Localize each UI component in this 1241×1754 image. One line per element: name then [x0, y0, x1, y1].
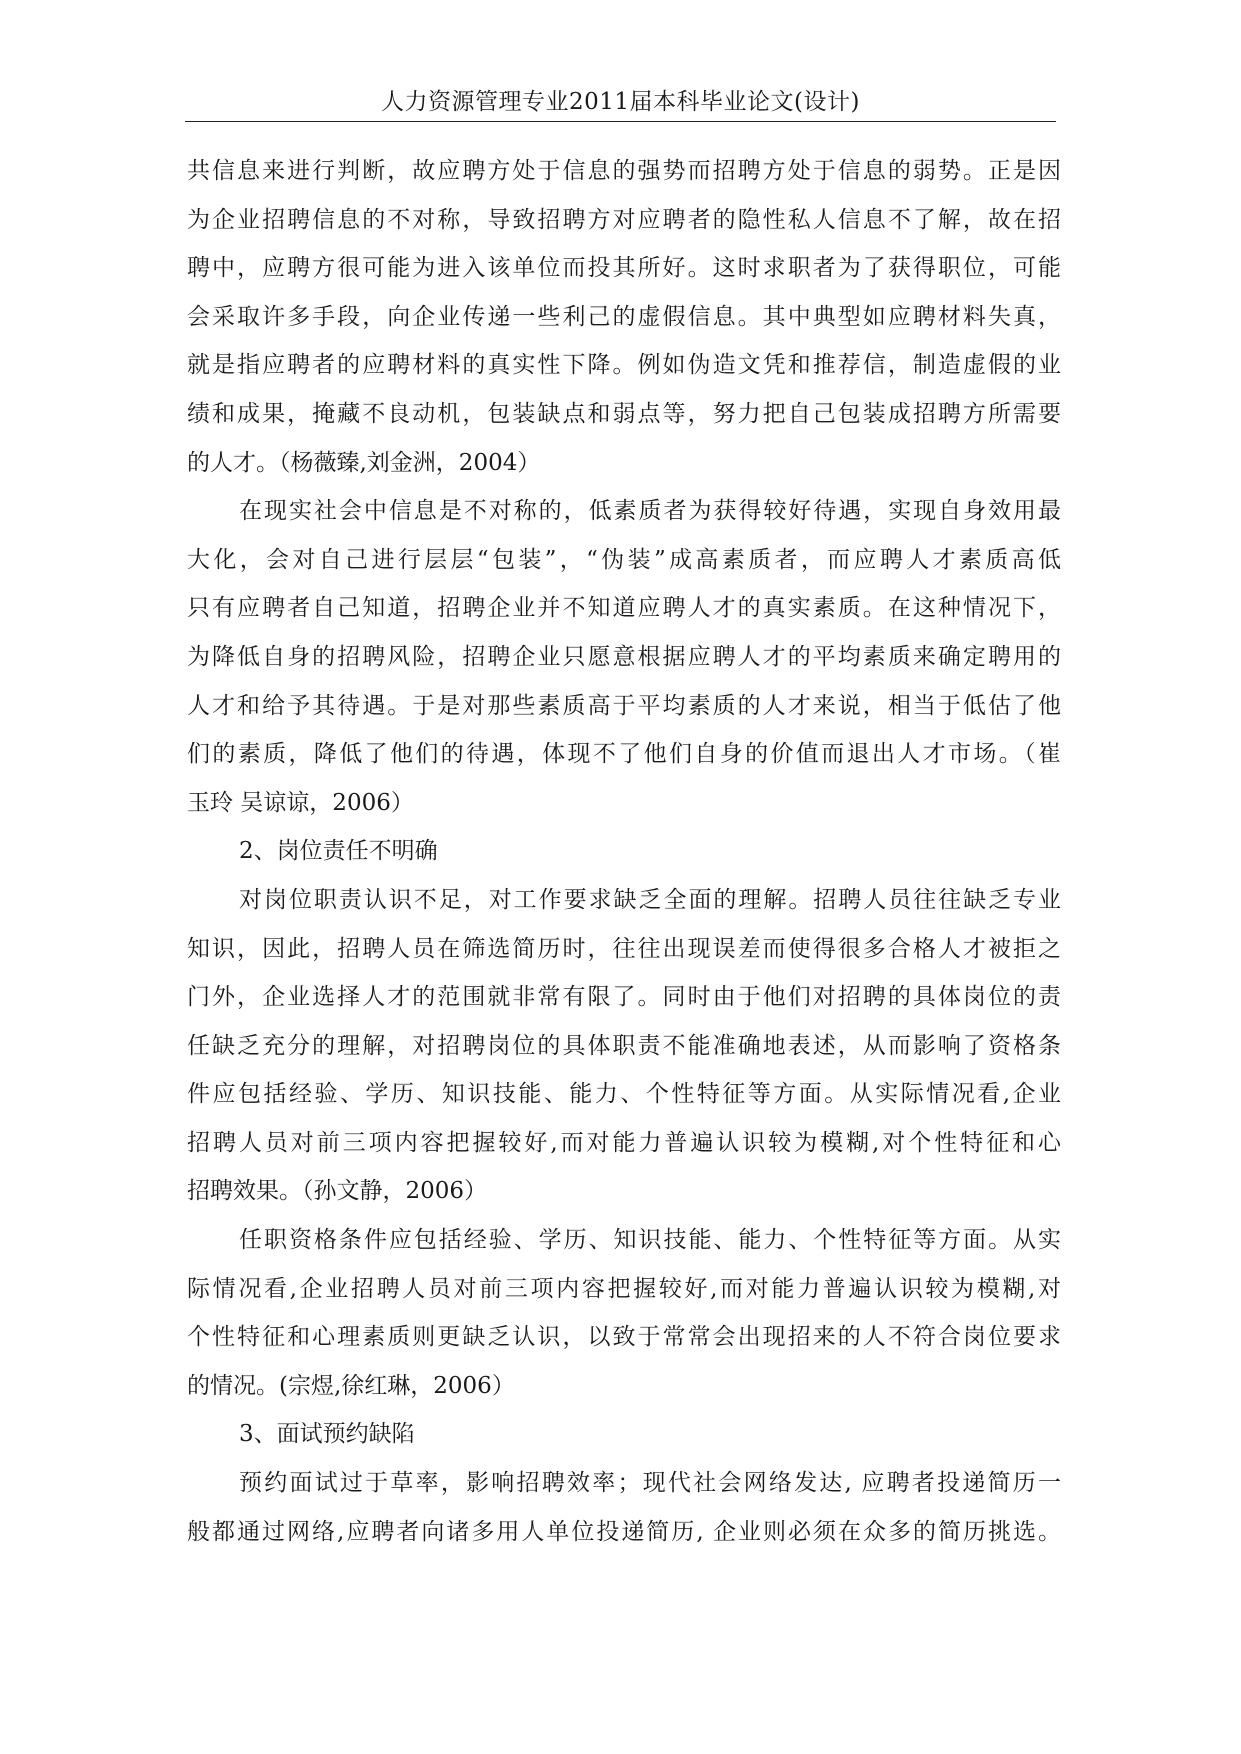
text-line: 为企业招聘信息的不对称，导致招聘方对应聘者的隐性私人信息不了解，故在招 — [187, 206, 1061, 233]
text-line: 3、面试预约缺陷 — [239, 1421, 415, 1448]
text-line: 门外，企业选择人才的范围就非常有限了。同时由于他们对招聘的具体岗位的责 — [187, 984, 1061, 1011]
text-line: 招聘效果。（孙文静，2006） — [187, 1178, 488, 1205]
text-line: 件应包括经验、学历、知识技能、能力、个性特征等方面。从实际情况看,企业 — [187, 1081, 1061, 1108]
text-line: 聘中，应聘方很可能为进入该单位而投其所好。这时求职者为了获得职位，可能 — [187, 255, 1061, 282]
text-line: 2、岗位责任不明确 — [239, 838, 438, 865]
text-line: 人才和给予其待遇。于是对那些素质高于平均素质的人才来说，相当于低估了他 — [187, 692, 1061, 719]
text-line: 玉玲 吴谅谅，2006） — [187, 789, 414, 816]
text-line: 般都通过网络,应聘者向诸多用人单位投递简历, 企业则必须在众多的简历挑选。 — [187, 1518, 1061, 1545]
text-line: 会采取许多手段，向企业传递一些利己的虚假信息。其中典型如应聘材料失真， — [187, 303, 1061, 330]
body-text — [187, 147, 1061, 1556]
text-line: 的人才。（杨薇臻,刘金洲，2004） — [187, 449, 541, 476]
text-line: 就是指应聘者的应聘材料的真实性下降。例如伪造文凭和推荐信，制造虚假的业 — [187, 352, 1061, 379]
text-line: 共信息来进行判断，故应聘方处于信息的强势而招聘方处于信息的弱势。正是因 — [187, 158, 1061, 184]
text-line: 为降低自身的招聘风险，招聘企业只愿意根据应聘人才的平均素质来确定聘用的 — [187, 643, 1061, 670]
text-line: 个性特征和心理素质则更缺乏认识，以致于常常会出现招来的人不符合岗位要求 — [187, 1324, 1061, 1351]
text-line: 绩和成果，掩藏不良动机，包装缺点和弱点等，努力把自己包装成招聘方所需要 — [187, 400, 1061, 427]
text-line: 际情况看,企业招聘人员对前三项内容把握较好,而对能力普遍认识较为模糊,对 — [187, 1275, 1061, 1302]
running-header: 人力资源管理专业2011届本科毕业论文(设计) — [381, 89, 860, 115]
text-line: 任缺乏充分的理解，对招聘岗位的具体职责不能准确地表述，从而影响了资格条 — [187, 1032, 1061, 1059]
text-line: 预约面试过于草率，影响招聘效率；现代社会网络发达, 应聘者投递简历一 — [239, 1470, 1061, 1497]
text-line: 们的素质，降低了他们的待遇，体现不了他们自身的价值而退出人才市场。（崔 — [187, 741, 1061, 768]
text-line: 知识，因此，招聘人员在筛选简历时，往往出现误差而使得很多合格人才被拒之 — [187, 935, 1061, 962]
text-line: 在现实社会中信息是不对称的，低素质者为获得较好待遇，实现自身效用最 — [239, 498, 1061, 525]
text-line: 招聘人员对前三项内容把握较好,而对能力普遍认识较为模糊,对个性特征和心 — [187, 1129, 1061, 1156]
text-line: 的情况。(宗煜,徐红琳，2006） — [187, 1372, 515, 1399]
header-divider — [185, 121, 1056, 122]
text-line: 任职资格条件应包括经验、学历、知识技能、能力、个性特征等方面。从实 — [239, 1227, 1061, 1254]
text-line: 对岗位职责认识不足，对工作要求缺乏全面的理解。招聘人员往往缺乏专业 — [239, 886, 1061, 913]
text-line: 大化，会对自己进行层层“包装”，“伪装”成高素质者，而应聘人才素质高低 — [187, 546, 1061, 573]
text-line: 只有应聘者自己知道，招聘企业并不知道应聘人才的真实素质。在这种情况下， — [187, 595, 1061, 622]
